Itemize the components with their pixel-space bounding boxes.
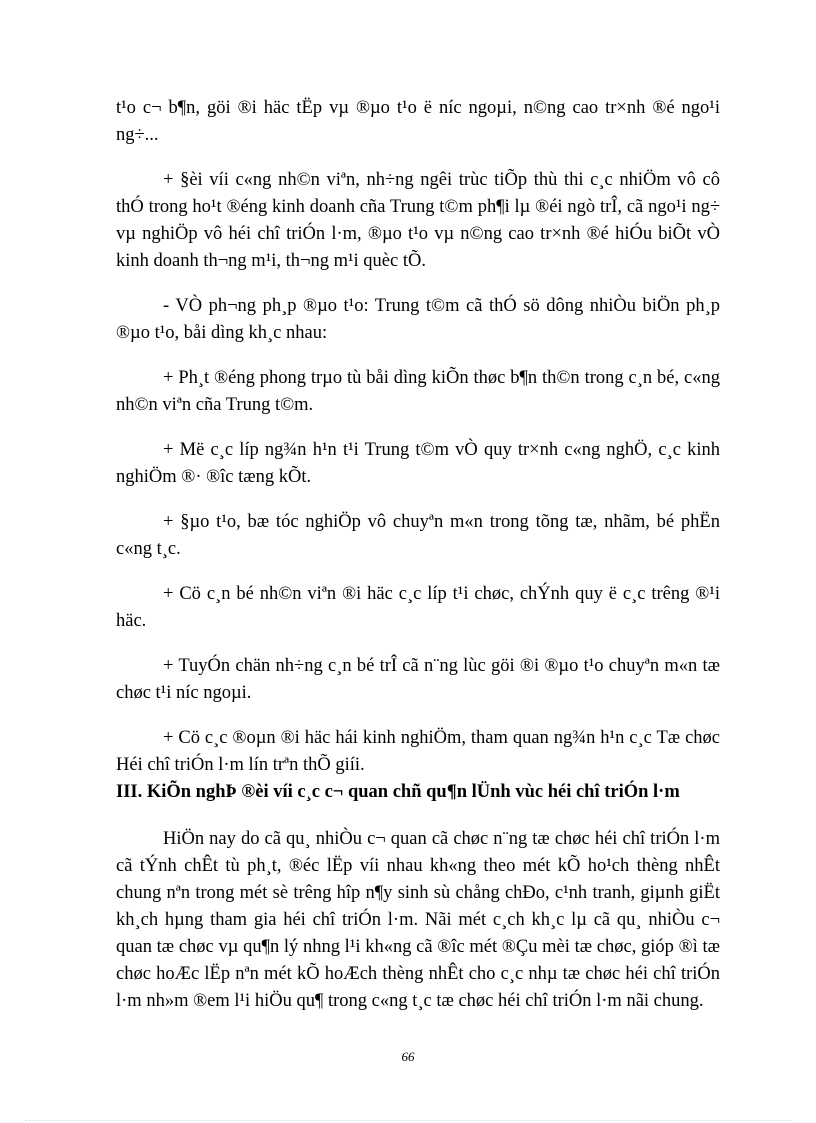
paragraph-3: - VÒ ph¬ng ph¸p ®µo t¹o: Trung t©m cã thÓ sö dông nhiÒu biÖn ph¸p ®µo t¹o, båi dìng kh¸c nhau:	[116, 296, 720, 343]
paragraph-8: + TuyÓn chän nh÷ng c¸n bé trÎ cã n¨ng lùc göi ®i ®µo t¹o chuyªn m«n tæ chøc t¹i níc ngoµi.	[116, 656, 720, 703]
footer-divider	[25, 1120, 791, 1121]
section-paragraph: HiÖn nay do cã qu¸ nhiÒu c¬ quan cã chøc n¨ng tæ chøc héi chî triÓn l·m cã tÝnh chÊt tù ph¸t, ®éc lËp víi nhau kh«ng theo mét kÕ ho¹ch thèng nhÊt chung nªn trong mét sè trêng hîp n¶y sinh sù chång chÐo, c¹nh tranh, giµnh giËt kh¸ch hµng tham gia héi chî triÓn l·m. Nãi mét c¸ch kh¸c lµ cã qu¸ nhiÒu c¬ quan tæ chøc vµ qu¶n lý nhng l¹i kh«ng cã ®îc mét ®Çu mèi tæ chøc, gióp ®ì tæ chøc hoÆc lËp nªn mét kÕ hoÆch thèng nhÊt cho c¸c nhµ tæ chøc héi chî triÓn l·m nh»m ®em l¹i hiÖu qu¶ trong c«ng t¸c tæ chøc héi chî triÓn l·m nãi chung.	[116, 829, 720, 1011]
paragraph-4: + Ph¸t ®éng phong trµo tù båi dìng kiÕn thøc b¶n th©n trong c¸n bé, c«ng nh©n viªn cña Trung t©m.	[116, 368, 720, 415]
page-number: 66	[401, 1049, 415, 1064]
section-heading: III. KiÕn nghÞ ®èi víi c¸c c¬ quan chñ qu¶n lÜnh vùc héi chî triÓn l·m	[116, 782, 680, 802]
paragraph-2: + §èi víi c«ng nh©n viªn, nh÷ng ngêi trùc tiÕp thù thi c¸c nhiÖm vô cô thÓ trong ho¹t ®éng kinh doanh cña Trung t©m ph¶i lµ ®éi ngò trÎ, cã ngo¹i ng÷ vµ nghiÖp vô héi chî triÓn l·m, ®µo t¹o vµ n©ng cao tr×nh ®é hiÓu biÕt vÒ kinh doanh th¬ng m¹i, th¬ng m¹i quèc tÕ.	[116, 170, 720, 271]
paragraph-6: + §µo t¹o, bæ tóc nghiÖp vô chuyªn m«n trong tõng tæ, nhãm, bé phËn c«ng t¸c.	[116, 512, 720, 559]
page-body	[116, 95, 720, 1015]
paragraph-5: + Më c¸c líp ng¾n h¹n t¹i Trung t©m vÒ quy tr×nh c«ng nghÖ, c¸c kinh nghiÖm ®· ®îc tæng kÕt.	[116, 440, 720, 487]
paragraph-1: t¹o c¬ b¶n, göi ®i häc tËp vµ ®µo t¹o ë níc ngoµi, n©ng cao tr×nh ®é ngo¹i ng÷...	[116, 98, 720, 145]
paragraph-9: + Cö c¸c ®oµn ®i häc hái kinh nghiÖm, tham quan ng¾n h¹n c¸c Tæ chøc Héi chî triÓn l·m lín trªn thÕ giíi.	[116, 728, 720, 775]
paragraph-7: + Cö c¸n bé nh©n viªn ®i häc c¸c líp t¹i chøc, chÝnh quy ë c¸c trêng ®¹i häc.	[116, 584, 720, 631]
